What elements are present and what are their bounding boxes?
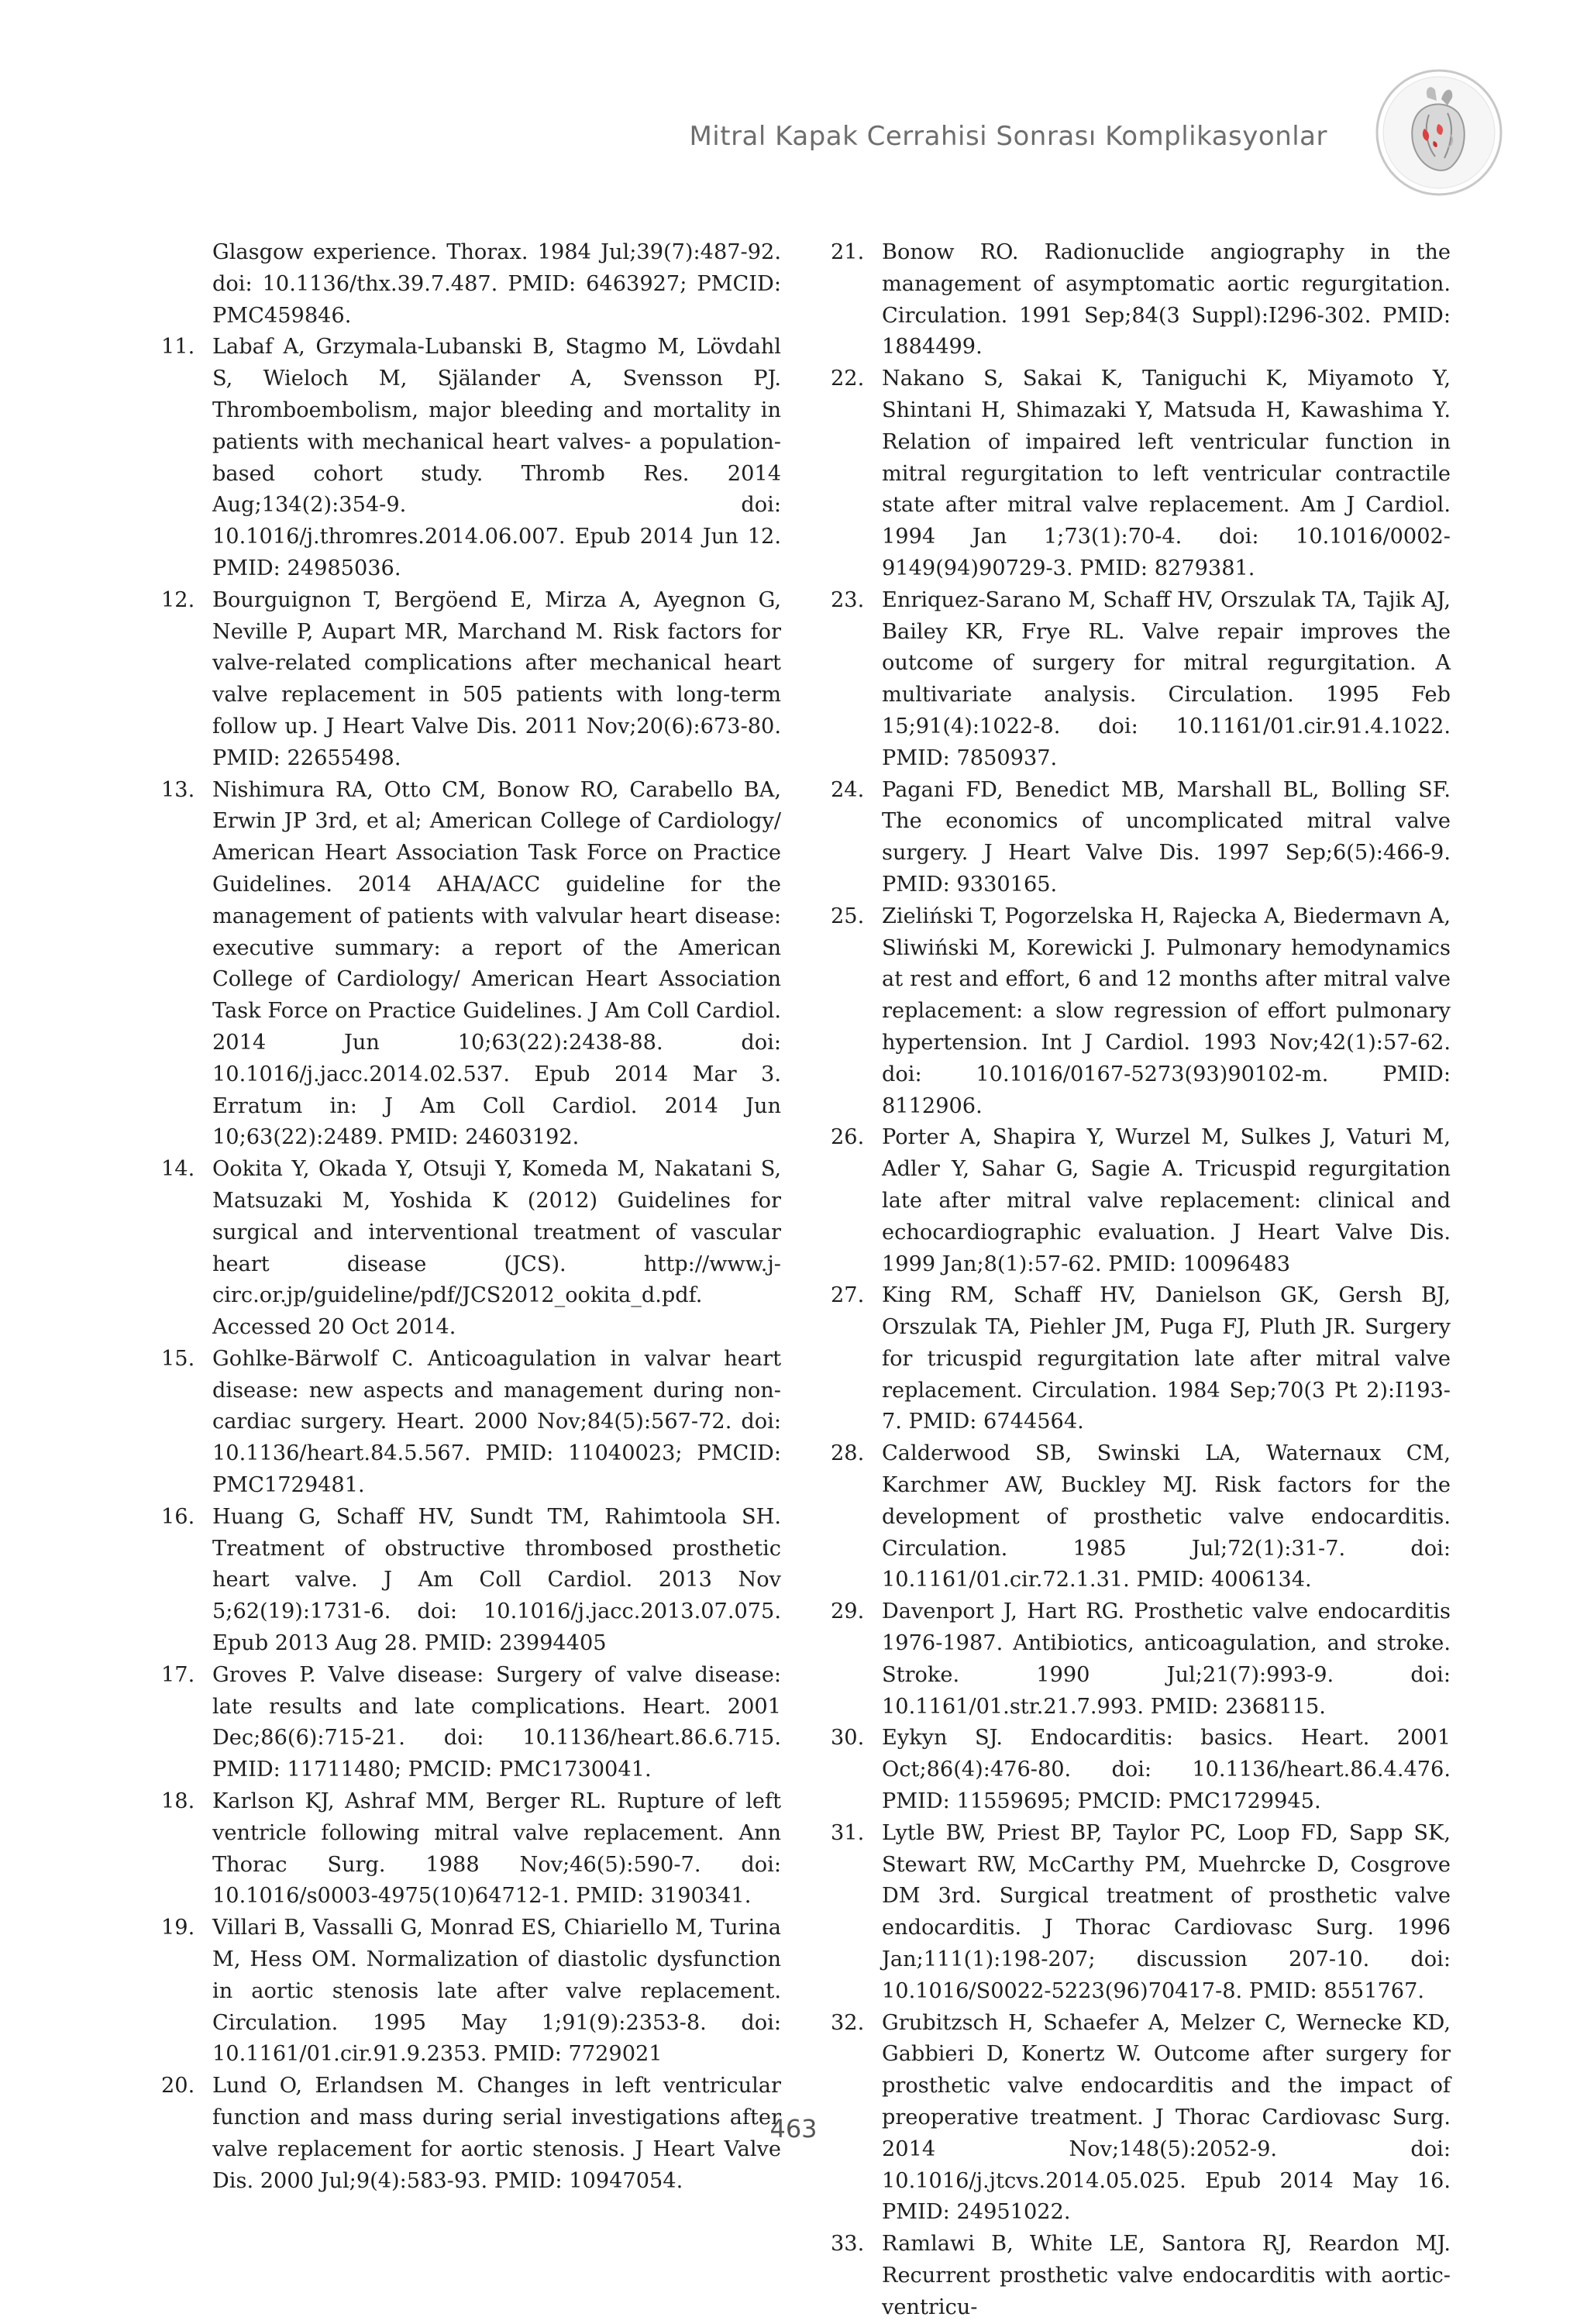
reference-number: 11. bbox=[161, 335, 195, 360]
reference-number: 26. bbox=[831, 1125, 865, 1150]
references-column-right bbox=[831, 237, 1451, 2324]
reference-text: Eykyn SJ. Endocarditis: basics. Heart. 2001 Oct;86(4):476-80. doi: 10.1136/heart.86.4.476. PMID: 11559695; PMCID: PMC1729945. bbox=[882, 1726, 1451, 1814]
reference-number: 23. bbox=[831, 587, 865, 612]
reference-text: Labaf A, Grzymala-Lubanski B, Stagmo M, Lövdahl S, Wieloch M, Själander A, Svensson PJ. Thromboembolism, major bleeding and mortality in patients with mechanical heart valves- a population-based cohort study. Thromb Res. 2014 Aug;134(2):354-9. doi: 10.1016/j.thromres.2014.06.007. Epub 2014 Jun 12. PMID: 24985036. bbox=[212, 335, 781, 580]
reference-text: Grubitzsch H, Schaefer A, Melzer C, Wernecke KD, Gabbieri D, Konertz W. Outcome after surgery for prosthetic valve endocarditis and the impact of preoperative treatment. J Thorac Cardiovasc Surg. 2014 Nov;148(5):2052-9. doi: 10.1016/j.jtcvs.2014.05.025. Epub 2014 May 16. PMID: 24951022. bbox=[882, 2010, 1451, 2225]
reference-text: Porter A, Shapira Y, Wurzel M, Sulkes J, Vaturi M, Adler Y, Sahar G, Sagie A. Tricuspid regurgitation late after mitral valve replacement: clinical and echocardiographic evaluation. J Heart Valve Dis. 1999 Jan;8(1):57-62. PMID: 10096483 bbox=[882, 1125, 1451, 1276]
reference-item bbox=[831, 1122, 1451, 1280]
reference-item bbox=[831, 363, 1451, 585]
reference-number: 13. bbox=[161, 777, 195, 802]
reference-text: Nakano S, Sakai K, Taniguchi K, Miyamoto Y, Shintani H, Shimazaki Y, Matsuda H, Kawashima Y. Relation of impaired left ventricular function in mitral regurgitation to left ventricular contractile state after mitral valve replacement. Am J Cardiol. 1994 Jan 1;73(1):70-4. doi: 10.1016/0002-9149(94)90729-3. PMID: 8279381. bbox=[882, 367, 1451, 580]
reference-text: Bourguignon T, Bergöend E, Mirza A, Ayegnon G, Neville P, Aupart MR, Marchand M. Risk factors for valve-related complications after mechanical heart valve replacement in 505 patients with long-term follow up. J Heart Valve Dis. 2011 Nov;20(6):673-80. PMID: 22655498. bbox=[212, 587, 781, 770]
reference-number: 32. bbox=[831, 2010, 865, 2035]
reference-item bbox=[161, 237, 781, 332]
reference-text: Ramlawi B, White LE, Santora RJ, Reardon MJ. Recurrent prosthetic valve endocarditis with aortic-ventricu- bbox=[882, 2232, 1451, 2319]
reference-text: Calderwood SB, Swinski LA, Waternaux CM, Karchmer AW, Buckley MJ. Risk factors for the development of prosthetic valve endocarditis. Circulation. 1985 Jul;72(1):31-7. doi: 10.1161/01.cir.72.1.31. PMID: 4006134. bbox=[882, 1441, 1451, 1592]
reference-item bbox=[161, 1154, 781, 1344]
reference-text: Zieliński T, Pogorzelska H, Rajecka A, Biedermavn A, Sliwiński M, Korewicki J. Pulmonary hemodynamics at rest and effort, 6 and 12 months after mitral valve replacement: a slow regression of effort pulmonary hypertension. Int J Cardiol. 1993 Nov;42(1):57-62. doi: 10.1016/0167-5273(93)90102-m. PMID: 8112906. bbox=[882, 904, 1451, 1118]
reference-item bbox=[161, 1913, 781, 2071]
reference-item bbox=[831, 1438, 1451, 1596]
page-number: 463 bbox=[769, 2114, 818, 2143]
reference-number: 20. bbox=[161, 2074, 195, 2098]
reference-number: 31. bbox=[831, 1820, 865, 1845]
reference-number: 28. bbox=[831, 1441, 865, 1466]
reference-item bbox=[831, 237, 1451, 363]
reference-text: King RM, Schaff HV, Danielson GK, Gersh BJ, Orszulak TA, Piehler JM, Puga FJ, Pluth JR. Surgery for tricuspid regurgitation late after mitral valve replacement. Circulation. 1984 Sep;70(3 Pt 2):I193-7. PMID: 6744564. bbox=[882, 1283, 1451, 1434]
reference-text: Lund O, Erlandsen M. Changes in left ventricular function and mass during serial investigations after valve replacement for aortic stenosis. J Heart Valve Dis. 2000 Jul;9(4):583-93. PMID: 10947054. bbox=[212, 2074, 781, 2193]
reference-number: 12. bbox=[161, 587, 195, 612]
heart-anatomy-icon bbox=[1373, 67, 1505, 198]
reference-number: 33. bbox=[831, 2232, 865, 2257]
reference-item bbox=[831, 1596, 1451, 1723]
reference-item bbox=[161, 1502, 781, 1660]
reference-text: Lytle BW, Priest BP, Taylor PC, Loop FD, Sapp SK, Stewart RW, McCarthy PM, Muehrcke D, Cosgrove DM 3rd. Surgical treatment of prosthetic valve endocarditis. J Thorac Cardiovasc Surg. 1996 Jan;111(1):198-207; discussion 207-10. doi: 10.1016/S0022-5223(96)70417-8. PMID: 8551767. bbox=[882, 1820, 1451, 2003]
reference-item bbox=[831, 585, 1451, 775]
reference-text: Pagani FD, Benedict MB, Marshall BL, Bolling SF. The economics of uncomplicated mitral valve surgery. J Heart Valve Dis. 1997 Sep;6(5):466-9. PMID: 9330165. bbox=[882, 777, 1451, 897]
reference-text: Bonow RO. Radionuclide angiography in the management of asymptomatic aortic regurgitation. Circulation. 1991 Sep;84(3 Suppl):I296-302. PMID: 1884499. bbox=[882, 240, 1451, 360]
reference-number: 22. bbox=[831, 367, 865, 391]
reference-text: Gohlke-Bärwolf C. Anticoagulation in valvar heart disease: new aspects and management during non-cardiac surgery. Heart. 2000 Nov;84(5):567-72. doi: 10.1136/heart.84.5.567. PMID: 11040023; PMCID: PMC1729481. bbox=[212, 1346, 781, 1498]
reference-text: Glasgow experience. Thorax. 1984 Jul;39(7):487-92. doi: 10.1136/thx.39.7.487. PMID: 6463927; PMCID: PMC459846. bbox=[212, 240, 781, 328]
reference-item bbox=[161, 775, 781, 1155]
reference-number: 19. bbox=[161, 1916, 195, 1940]
reference-number: 27. bbox=[831, 1283, 865, 1308]
reference-item bbox=[161, 332, 781, 584]
reference-text: Davenport J, Hart RG. Prosthetic valve endocarditis 1976-1987. Antibiotics, anticoagulation, and stroke. Stroke. 1990 Jul;21(7):993-9. doi: 10.1161/01.str.21.7.993. PMID: 2368115. bbox=[882, 1599, 1451, 1719]
reference-number: 14. bbox=[161, 1157, 195, 1182]
references-column-left bbox=[161, 237, 781, 2197]
reference-number: 29. bbox=[831, 1599, 865, 1624]
reference-text: Huang G, Schaff HV, Sundt TM, Rahimtoola SH. Treatment of obstructive thrombosed prosthetic heart valve. J Am Coll Cardiol. 2013 Nov 5;62(19):1731-6. doi: 10.1016/j.jacc.2013.07.075. Epub 2013 Aug 28. PMID: 23994405 bbox=[212, 1504, 781, 1656]
reference-number: 24. bbox=[831, 777, 865, 802]
reference-text: Nishimura RA, Otto CM, Bonow RO, Carabello BA, Erwin JP 3rd, et al; American College of Cardiology/ American Heart Association Task Force on Practice Guidelines. 2014 AHA/ACC guideline for the management of patients with valvular heart disease: executive summary: a report of the American College of Cardiology/ American Heart Association Task Force on Practice Guidelines. J Am Coll Cardiol. 2014 Jun 10;63(22):2438-88. doi: 10.1016/j.jacc.2014.02.537. Epub 2014 Mar 3. Erratum in: J Am Coll Cardiol. 2014 Jun 10;63(22):2489. PMID: 24603192. bbox=[212, 777, 781, 1150]
reference-number: 16. bbox=[161, 1504, 195, 1529]
reference-number: 30. bbox=[831, 1726, 865, 1751]
reference-text: Groves P. Valve disease: Surgery of valve disease: late results and late complications. Heart. 2001 Dec;86(6):715-21. doi: 10.1136/heart.86.6.715. PMID: 11711480; PMCID: PMC1730041. bbox=[212, 1662, 781, 1782]
reference-text: Villari B, Vassalli G, Monrad ES, Chiariello M, Turina M, Hess OM. Normalization of diastolic dysfunction in aortic stenosis late after valve replacement. Circulation. 1995 May 1;91(9):2353-8. doi: 10.1161/01.cir.91.9.2353. PMID: 7729021 bbox=[212, 1916, 781, 2067]
reference-number: 18. bbox=[161, 1789, 195, 1814]
reference-number: 25. bbox=[831, 904, 865, 928]
reference-item bbox=[161, 585, 781, 775]
reference-item bbox=[161, 1344, 781, 1502]
reference-item bbox=[831, 2229, 1451, 2323]
reference-text: Ookita Y, Okada Y, Otsuji Y, Komeda M, Nakatani S, Matsuzaki M, Yoshida K (2012) Guidelines for surgical and interventional treatment of vascular heart disease (JCS). http://www.j-circ.or.jp/guideline/pdf/JCS2012_ookita_d.pdf. Accessed 20 Oct 2014. bbox=[212, 1157, 781, 1340]
reference-item bbox=[161, 1786, 781, 1913]
reference-item bbox=[831, 1818, 1451, 2008]
reference-item bbox=[831, 1280, 1451, 1438]
reference-item bbox=[161, 1660, 781, 1786]
reference-number: 17. bbox=[161, 1662, 195, 1687]
running-header-title: Mitral Kapak Cerrahisi Sonrası Komplikasyonlar bbox=[689, 121, 1327, 152]
reference-item bbox=[831, 775, 1451, 901]
reference-number: 15. bbox=[161, 1346, 195, 1371]
reference-text: Karlson KJ, Ashraf MM, Berger RL. Rupture of left ventricle following mitral valve replacement. Ann Thorac Surg. 1988 Nov;46(5):590-7. doi: 10.1016/s0003-4975(10)64712-1. PMID: 3190341. bbox=[212, 1789, 781, 1909]
reference-number: 21. bbox=[831, 240, 865, 264]
reference-text: Enriquez-Sarano M, Schaff HV, Orszulak TA, Tajik AJ, Bailey KR, Frye RL. Valve repair improves the outcome of surgery for mitral regurgitation. A multivariate analysis. Circulation. 1995 Feb 15;91(4):1022-8. doi: 10.1161/01.cir.91.4.1022. PMID: 7850937. bbox=[882, 587, 1451, 770]
reference-item bbox=[831, 1723, 1451, 1817]
reference-item bbox=[831, 901, 1451, 1123]
